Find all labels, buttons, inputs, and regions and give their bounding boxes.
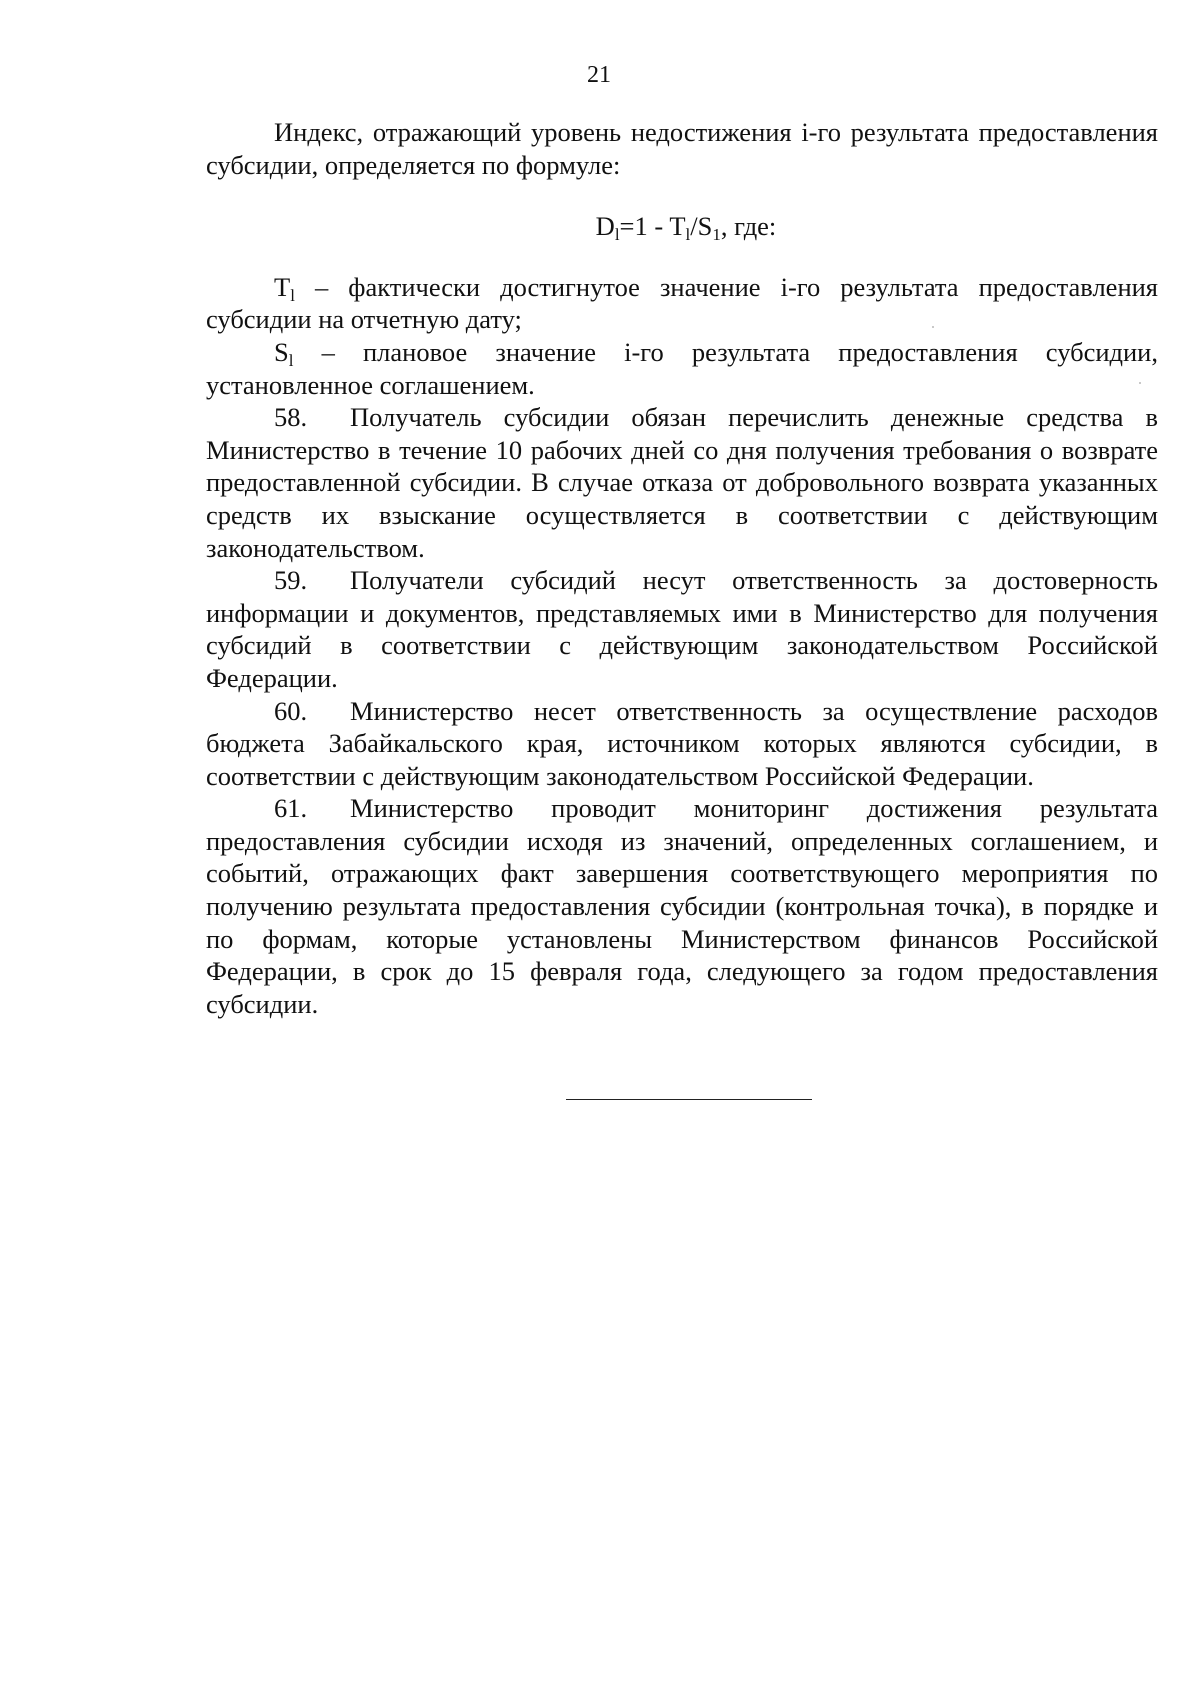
definition-s-subscript: l — [288, 350, 294, 370]
paragraph-number: 61. — [274, 793, 308, 824]
definition-s-text: – плановое значение i-го результата предоставления субсидии, установленное соглашением. — [206, 336, 1158, 400]
scan-speck — [1139, 382, 1141, 384]
paragraph-60 — [206, 695, 1158, 793]
formula-equals: =1 - — [619, 211, 670, 242]
definition-s-symbol: S — [274, 336, 289, 367]
formula-slash: / — [690, 211, 698, 242]
formula-t: T — [669, 211, 686, 242]
paragraph-text: Получатель субсидии обязан перечислить денежные средства в Министерство в течение 10 рабочих дней со дня получения требования о возврате предоставленной субсидии. В случае отказа от добровольного возврата указанных средств их взыскание осуществляется в соответствии с действующим законодательством. — [206, 402, 1158, 563]
definition-t-symbol: T — [274, 271, 291, 302]
paragraph-58 — [206, 401, 1158, 564]
formula-s-subscript: 1 — [712, 225, 721, 245]
formula — [206, 210, 1158, 243]
end-divider-line — [566, 1099, 812, 1100]
paragraph-number: 59. — [274, 565, 308, 596]
paragraph-text: Получатели субсидий несут ответственность за достоверность информации и документов, представляемых ими в Министерство для получения субсидий в соответствии с действующим законодательством Российской Федерации. — [206, 565, 1158, 693]
definition-t — [206, 271, 1158, 336]
formula-d-subscript: l — [614, 225, 620, 245]
document-body — [206, 116, 1158, 1020]
formula-d: D — [595, 211, 615, 242]
definition-t-subscript: l — [290, 285, 295, 305]
formula-t-subscript: l — [685, 225, 691, 245]
intro-paragraph: Индекс, отражающий уровень недостижения i-го результата предоставления субсидии, определяется по формуле: — [206, 117, 1158, 180]
formula-tail: , где: — [720, 211, 777, 242]
definition-t-text: – фактически достигнутое значение i-го результата предоставления субсидии на отчетную дату; — [206, 271, 1158, 335]
page-number: 21 — [587, 62, 611, 88]
paragraph-text: Министерство несет ответственность за осуществление расходов бюджета Забайкальского края, источником которых являются субсидии, в соответствии с действующим законодательством Российской Федерации. — [206, 695, 1158, 791]
paragraph-text: Министерство проводит мониторинг достижения результата предоставления субсидии исходя из значений, определенных соглашением, и событий, отражающих факт завершения соответствующего мероприятия по получению результата предоставления субсидии (контрольная точка), в порядке и по формам, которые установлены Министерством финансов Российской Федерации, в срок до 15 февраля года, следующего за годом предоставления субсидии. — [206, 793, 1158, 1019]
paragraph-61 — [206, 792, 1158, 1020]
paragraph-number: 60. — [274, 695, 308, 726]
definition-s — [206, 336, 1158, 401]
paragraph-number: 58. — [274, 402, 308, 433]
scan-speck — [932, 326, 934, 328]
paragraph-59 — [206, 564, 1158, 694]
formula-s: S — [697, 211, 713, 242]
